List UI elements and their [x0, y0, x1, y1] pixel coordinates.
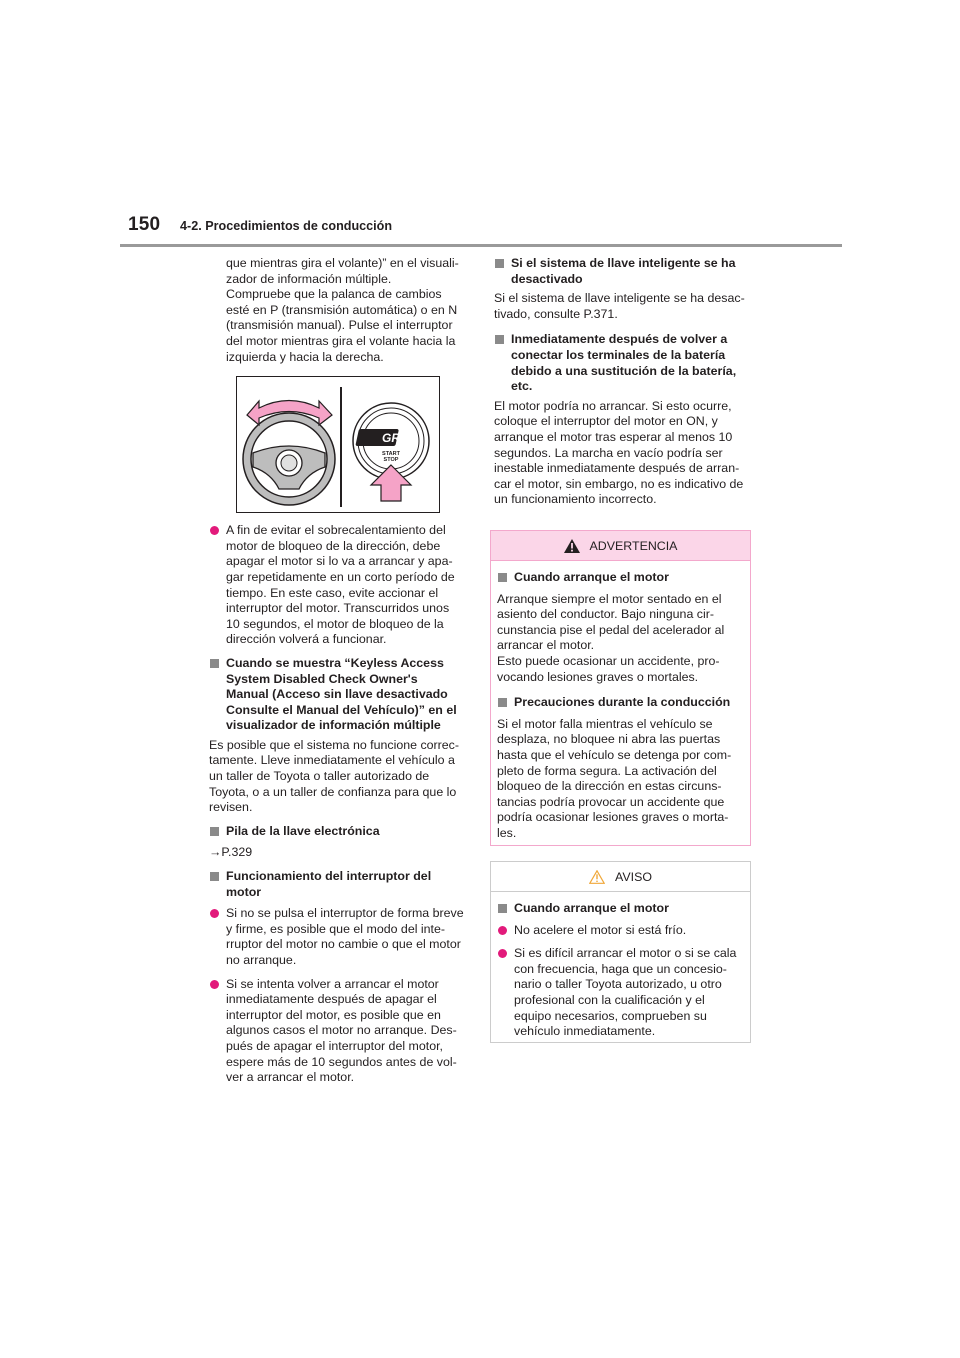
text-line: interruptor del motor, es posible que en	[226, 1007, 441, 1022]
subheading	[497, 901, 744, 917]
warning-box-header	[491, 531, 750, 561]
text-line: No acelere el motor si está frío.	[514, 922, 687, 937]
bullet-item	[497, 923, 744, 939]
text-line: Si se intenta volver a arrancar el motor	[226, 976, 439, 991]
subheading	[209, 656, 467, 734]
text-line: System Disabled Check Owner's	[226, 671, 418, 686]
text-line: Funcionamiento del interruptor del	[226, 869, 432, 884]
text-line: interruptor del motor. Transcurridos unos	[226, 601, 450, 616]
paragraph	[497, 592, 744, 686]
text-line: y firme, es posible que el modo del inte-	[226, 921, 446, 936]
text-line: desplaza, no bloquee ni abra las puertas	[497, 732, 721, 747]
stop-label: STOP	[383, 457, 399, 464]
text-line: Si no se pulsa el interruptor de forma breve	[226, 906, 464, 921]
text-line: tivado, consulte P.371.	[494, 306, 618, 321]
text-line: bloqueo de la dirección en estas circuns-	[497, 779, 722, 794]
bullet-item	[209, 906, 467, 968]
start-label: START	[382, 451, 400, 458]
left-column	[209, 256, 467, 1094]
warning-triangle-filled-icon	[564, 539, 580, 553]
bullet-item	[497, 946, 744, 1040]
text-line: revisen.	[209, 800, 253, 815]
text-line: tiempo. En este caso, evite accionar el	[226, 585, 439, 600]
text-line: les.	[497, 825, 517, 840]
text-line: arrancar el motor.	[497, 638, 595, 653]
text-line: inestable inmediatamente después de arran-	[494, 461, 740, 476]
text-line: Pila de la llave electrónica	[226, 823, 380, 838]
subheading	[497, 570, 744, 586]
text-line: Si el motor falla mientras el vehículo se	[497, 716, 713, 731]
notice-box-header	[491, 862, 750, 892]
intro-paragraph	[209, 256, 467, 365]
text-line: un funcionamiento incorrecto.	[494, 492, 657, 507]
text-line: tamente. Lleve inmediatamente el vehículo a	[209, 753, 455, 768]
text-line: rruptor del motor no cambie o que el motor	[226, 937, 461, 952]
text-line: Manual (Acceso sin llave desactivado	[226, 687, 448, 702]
text-line: vehículo inmediatamente.	[514, 1024, 656, 1039]
text-line: conectar los terminales de la batería	[511, 347, 726, 362]
paragraph	[497, 717, 744, 842]
text-line: espere más de 10 segundos antes de vol-	[226, 1054, 457, 1069]
text-line: Si el sistema de llave inteligente se ha	[511, 256, 736, 270]
text-line: pués de apagar el interruptor del motor,	[226, 1038, 443, 1053]
text-line: pleto de forma segura. La activación del	[497, 763, 717, 778]
text-line: debido a una sustitución de la batería,	[511, 363, 737, 378]
text-line: Si el sistema de llave inteligente se ha desac-	[494, 291, 745, 306]
text-line: arranque el motor tras esperar al menos 10	[494, 429, 733, 444]
subheading	[209, 869, 467, 900]
text-line: coloque el interruptor del motor en ON, y	[494, 414, 718, 429]
warning-title: ADVERTENCIA	[589, 538, 678, 553]
text-line: dirección volverá a funcionar.	[226, 632, 387, 647]
text-line: visualizador de información múltiple	[226, 718, 441, 733]
page-reference: →P.329	[209, 845, 253, 860]
text-line: no arranque.	[226, 953, 297, 967]
warning-box	[490, 530, 751, 846]
text-line: apagar el motor si lo va a arrancar y apa-	[226, 554, 453, 569]
text-line: zador de información múltiple.	[226, 271, 392, 286]
notice-body	[491, 892, 750, 1040]
text-line: Inmediatamente después de volver a	[511, 332, 728, 347]
text-line: izquierda y hacia la derecha.	[226, 349, 384, 364]
text-line: A fin de evitar el sobrecalentamiento del	[226, 523, 446, 538]
text-line: motor de bloqueo de la dirección, debe	[226, 538, 441, 553]
text-line: El motor podría no arrancar. Si esto ocurre,	[494, 398, 732, 413]
text-line: Arranque siempre el motor sentado en el	[497, 591, 722, 606]
subheading	[497, 695, 744, 711]
text-line: Precauciones durante la conducción	[514, 695, 731, 710]
text-line: asiento del conductor. Bajo ninguna cir-	[497, 607, 714, 622]
text-line: 10 segundos, el motor de bloqueo de la	[226, 616, 444, 631]
text-line: Compruebe que la palanca de cambios	[226, 287, 442, 302]
section-title: 4-2. Procedimientos de conducción	[180, 219, 393, 233]
illustration-svg	[237, 377, 441, 514]
text-line: Toyota, o a un taller de confianza para que lo	[209, 784, 457, 799]
text-line: inmediatamente después de apagar el	[226, 992, 437, 1007]
text-line: que mientras gira el volante)” en el visuali-	[226, 256, 459, 270]
steering-start-illustration	[236, 376, 440, 513]
text-line: Es posible que el sistema no funcione correc-	[209, 737, 460, 752]
text-line: Cuando arranque el motor	[514, 901, 669, 915]
notice-title: AVISO	[615, 869, 652, 884]
text-line: motor	[226, 884, 262, 899]
text-line: nario o taller Toyota autorizado, u otro	[514, 977, 722, 992]
text-line: Cuando arranque el motor	[514, 570, 669, 584]
gr-logo: GR	[382, 431, 400, 446]
text-line: car el motor, sin embargo, no es indicativo de	[494, 476, 744, 491]
text-line: algunos casos el motor no arranque. Des-	[226, 1023, 457, 1038]
text-line: con frecuencia, haga que un concesio-	[514, 961, 727, 976]
text-line: vocando lesiones graves o mortales.	[497, 669, 699, 684]
text-line: gar repetidamente en un corto período de	[226, 569, 455, 584]
text-line: esté en P (transmisión automática) o en N	[226, 302, 458, 317]
text-line: (transmisión manual). Pulse el interruptor	[226, 318, 453, 333]
text-line: Cuando se muestra “Keyless Access	[226, 655, 444, 670]
paragraph	[494, 291, 752, 322]
text-line: hasta que el vehículo se detenga por com-	[497, 747, 732, 762]
warning-triangle-outline-icon	[589, 870, 605, 884]
text-line: Si es difícil arrancar el motor o si se cala	[514, 946, 737, 961]
text-line: equipo necesarios, comprueben su	[514, 1008, 707, 1023]
paragraph	[209, 738, 467, 816]
text-line: etc.	[511, 379, 533, 394]
steering-wheel-icon	[243, 413, 335, 505]
paragraph	[494, 399, 752, 508]
text-line: Consulte el Manual del Vehículo)” en el	[226, 702, 457, 717]
text-line: profesional con la cualificación y el	[514, 992, 705, 1007]
text-line: cunstancia pise el pedal del acelerador al	[497, 622, 725, 637]
text-line: ver a arrancar el motor.	[226, 1070, 355, 1085]
text-line: un taller de Toyota o taller autorizado de	[209, 769, 430, 784]
bullet-item	[209, 977, 467, 1086]
text-line: desactivado	[511, 271, 583, 286]
subheading	[209, 824, 467, 840]
header-rule	[120, 244, 842, 247]
text-line: tancias podría provocar un accidente que	[497, 794, 725, 809]
page-number: 150	[128, 214, 161, 235]
text-line: Esto puede ocasionar un accidente, pro-	[497, 653, 720, 668]
subheading	[494, 332, 752, 394]
text-line: podría ocasionar lesiones graves o morta-	[497, 810, 729, 825]
notice-box	[490, 861, 751, 1043]
subheading	[494, 256, 752, 287]
text-line: del motor mientras gira el volante hacia la	[226, 333, 456, 348]
warning-body	[491, 561, 750, 842]
bullet-item	[209, 523, 467, 648]
text-line: segundos. La marcha en vacío podría ser	[494, 445, 723, 460]
right-column	[494, 256, 752, 508]
